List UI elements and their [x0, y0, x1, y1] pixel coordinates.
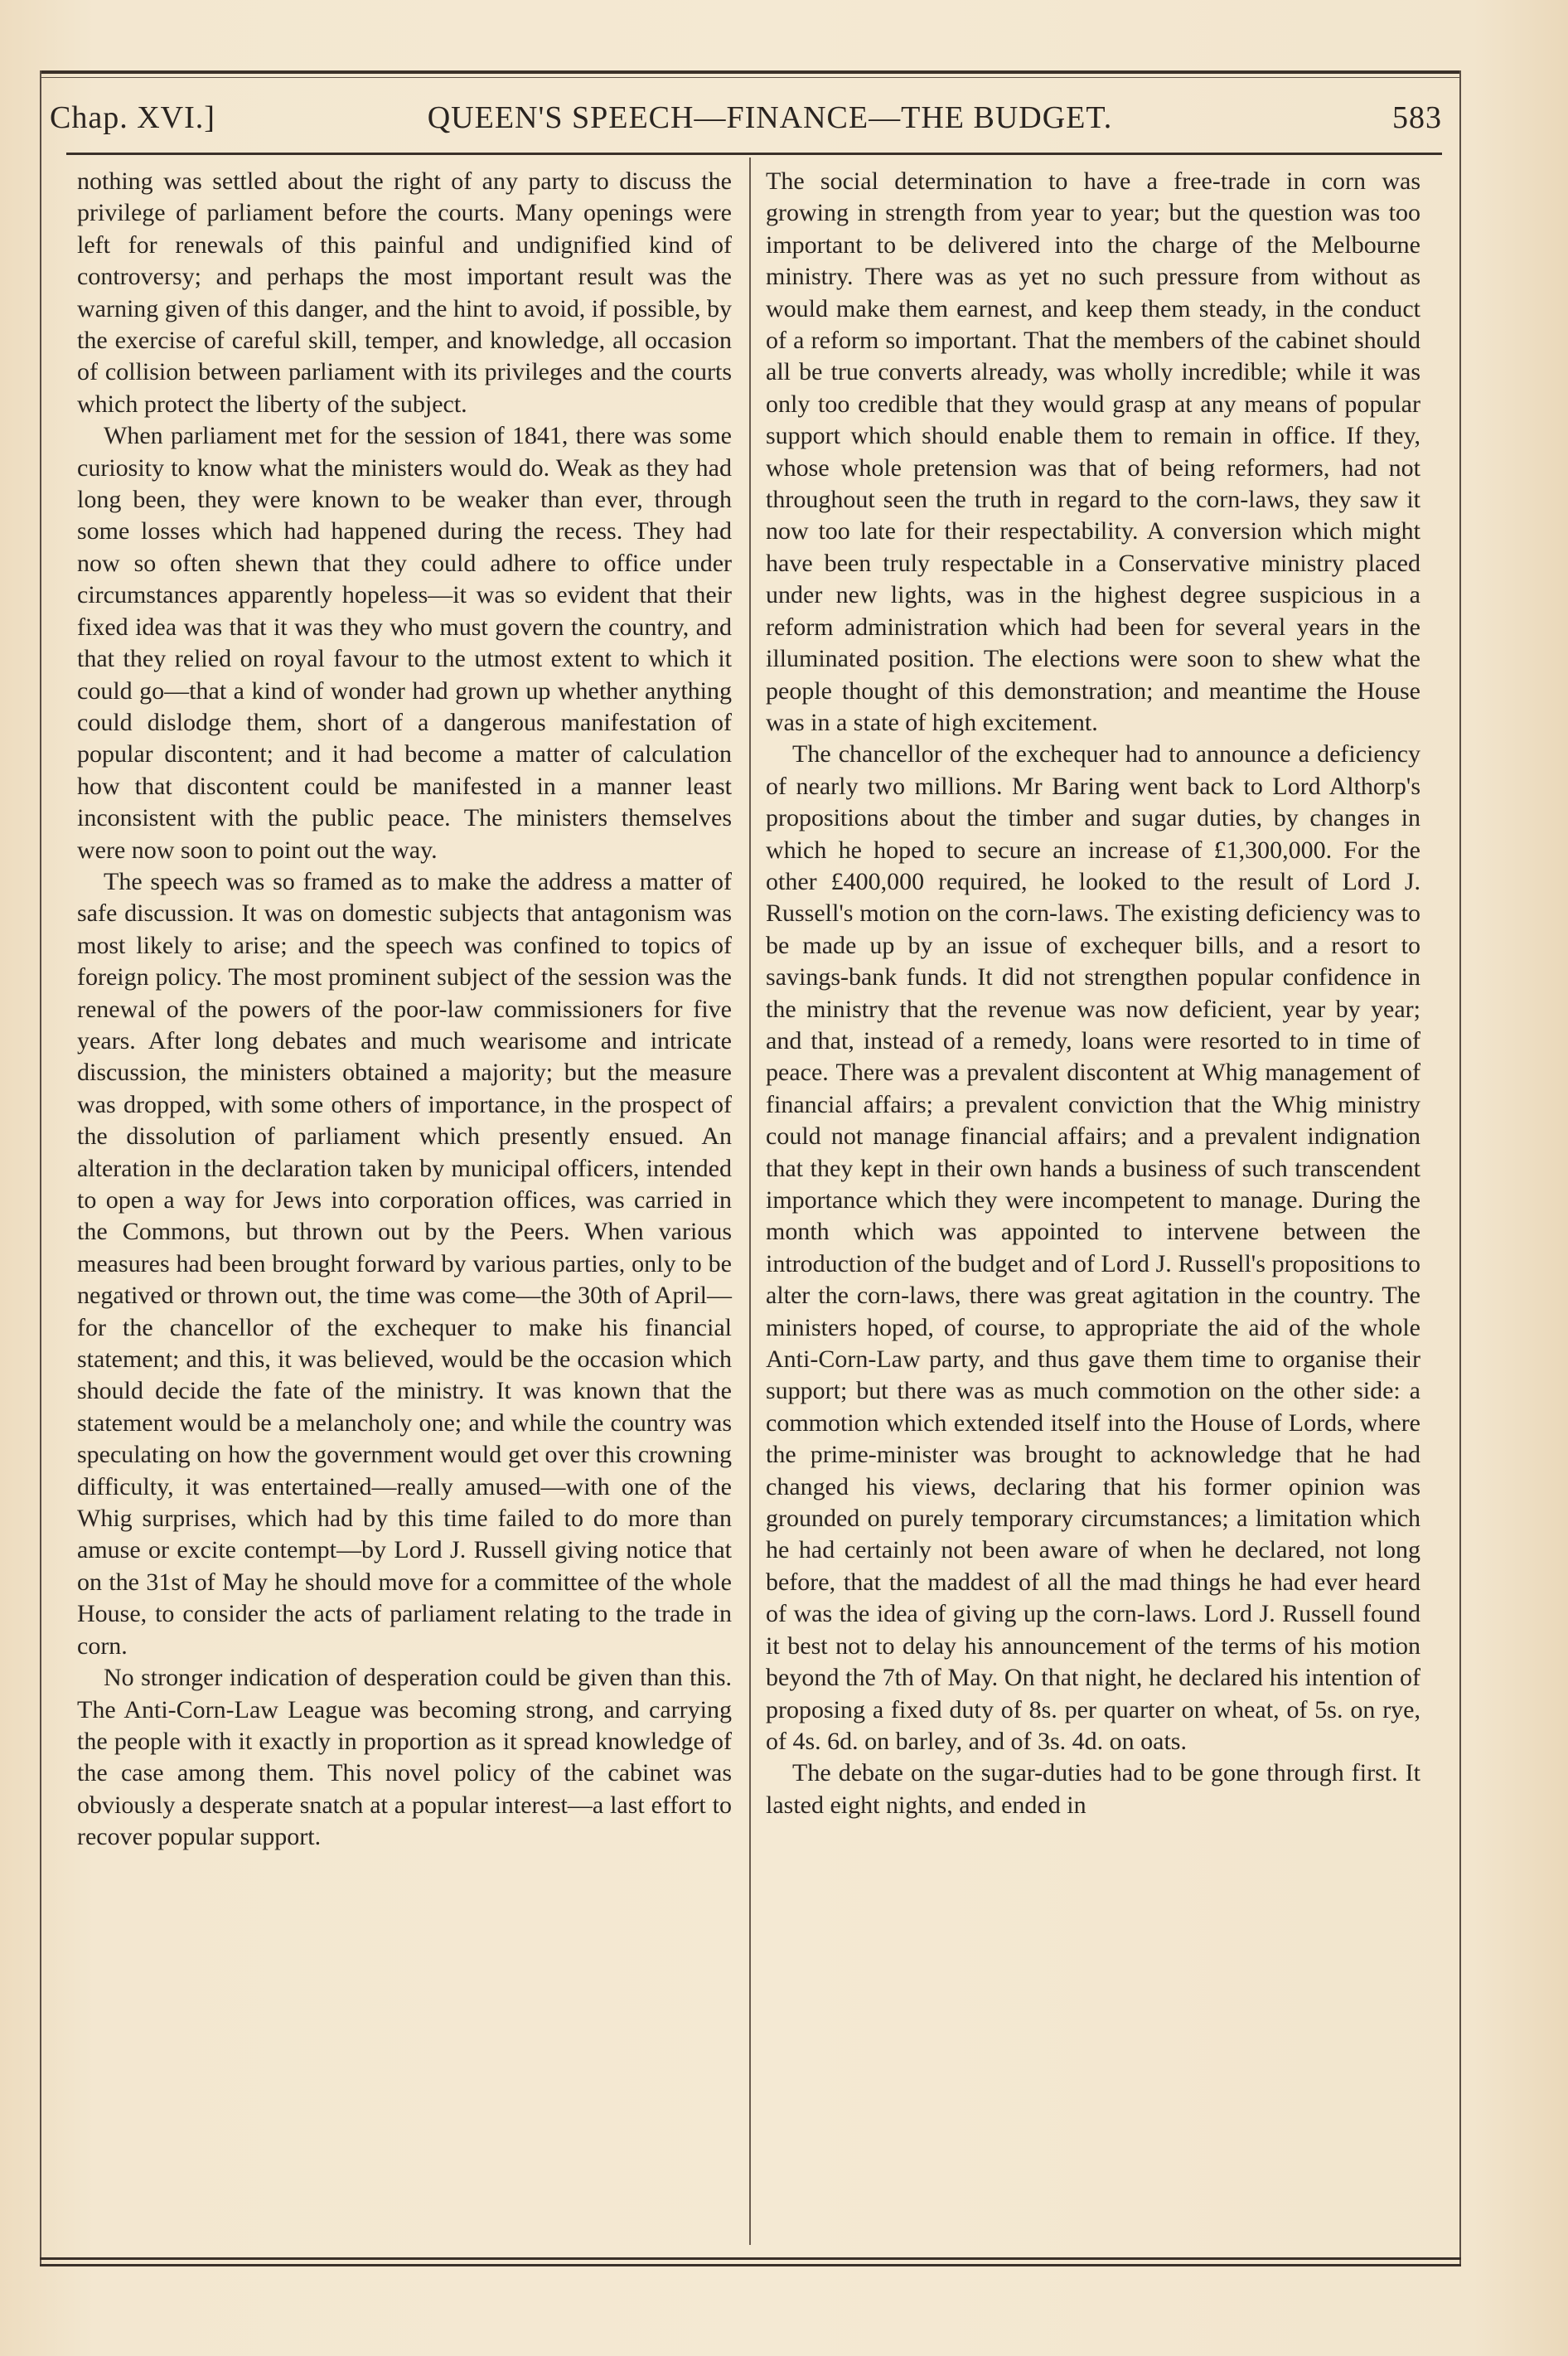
chapter-label: Chap. XVI.] — [50, 100, 215, 135]
paragraph: The social determination to have a free-trade in corn was growing in strength from year to year; but the question was too important to be delivered into the charge of the Melbourne ministry. There was as yet no such pressure from without as would make them earnest, and keep them steady, in the conduct of a reform so important. That the members of the cabinet should all be true converts already, was wholly incredible; while it was only too credible that they would grasp at any means of popular support which should enable them to remain in office. If they, whose whole pretension was that of being reformers, had not throughout seen the truth in regard to the corn-laws, they saw it now too late for their respectability. A conversion which might have been truly respectable in a Conservative ministry placed under new lights, was in the highest degree suspicious in a reform administration which had been for several years in the illuminated position. The elections were soon to shew what the people thought of this demonstration; and meantime the House was in a state of high excitement. — [766, 167, 1420, 736]
paragraph: No stronger indication of desperation could be given than this. The Anti-Corn-Law League was becoming strong, and carrying the people with it exactly in proportion as it spread knowledge of the case among them. This novel policy of the cabinet was obviously a desperate snatch at a popular interest—a last effort to recover popular support. — [77, 1664, 732, 1851]
right-frame-line — [1459, 70, 1461, 2266]
paragraph: The debate on the sugar-duties had to be gone through first. It lasted eight nights, and ended in — [766, 1759, 1420, 1819]
paragraph: When parliament met for the session of 1841, there was some curiosity to know what the ministers would do. Weak as they had long been, they were known to be weaker than ever, through some losses which had happened during the recess. They had now so often shewn that they could adhere to office under circumstances apparently hopeless—it was so evident that their fixed idea was that it was they who must govern the country, and that they relied on royal favour to the utmost extent to which it could go—that a kind of wonder had grown up whether anything could dislodge them, short of a dangerous manifestation of popular discontent; and it had become a matter of calculation how that discontent could be manifested in a manner least inconsistent with the public peace. The ministers themselves were now soon to point out the way. — [77, 422, 732, 864]
paragraph: The chancellor of the exchequer had to announce a deficiency of nearly two millions. Mr Baring went back to Lord Althorp's propositions about the timber and sugar duties, by changes in which he hoped to secure an increase of £1,300,000. For the other £400,000 required, he looked to the result of Lord J. Russell's motion on the corn-laws. The existing deficiency was to be made up by an issue of exchequer bills, and a resort to savings-bank funds. It did not strengthen popular confidence in the ministry that the revenue was now deficient, year by year; and that, instead of a remedy, loans were resorted to in time of peace. There was a prevalent discontent at Whig management of financial affairs; a prevalent conviction that the Whig ministry could not manage financial affairs; and a prevalent indignation that they kept in their own hands a business of such transcendent importance which they were incompetent to manage. During the month which was appointed to intervene between the introduction of the budget and of Lord J. Russell's propositions to alter the corn-laws, there was great agitation in the country. The ministers hoped, of course, to appropriate the aid of the whole Anti-Corn-Law party, and thus gave them time to organise their support; but there was as much commotion on the other side: a commotion which extended itself into the House of Lords, where the prime-minister was brought to acknowledge that he had changed his views, declaring that his former opinion was grounded on purely temporary circumstances; a limitation which he had certainly not been aware of when he declared, not long before, that the maddest of all the mad things he had ever heard of was the idea of giving up the corn-laws. Lord J. Russell found it best not to delay his announcement of the terms of his motion beyond the 7th of May. On that night, he declared his intention of proposing a fixed duty of 8s. per quarter on wheat, of 5s. on rye, of 4s. 6d. on barley, and of 3s. 4d. on oats. — [766, 740, 1420, 1755]
paragraph: The speech was so framed as to make the address a matter of safe discussion. It was on domestic subjects that antagonism was most likely to arise; and the speech was confined to topics of foreign policy. The most prominent subject of the session was the renewal of the powers of the poor-law commissioners for five years. After long debates and much wearisome and intricate discussion, the ministers obtained a majority; but the measure was dropped, with some others of importance, in the prospect of the dissolution of parliament which presently ensued. An alteration in the declaration taken by municipal officers, intended to open a way for Jews into corporation offices, was carried in the Commons, but thrown out by the Peers. When various measures had been brought forward by various parties, only to be negatived or thrown out, the time was come—the 30th of April—for the chancellor of the exchequer to make his financial statement; and this, it was believed, would be the occasion which should decide the fate of the ministry. It was known that the statement would be a melancholy one; and while the country was speculating on how the government would get over this crowning difficulty, it was entertained—really amused—with one of the Whig surprises, which had by this time failed to do more than amuse or excite contempt—by Lord J. Russell giving notice that on the 31st of May he should move for a committee of the whole House, to consider the acts of parliament relating to the trade in corn. — [77, 867, 732, 1660]
column-divider — [749, 158, 751, 2245]
header-rule — [66, 153, 1442, 155]
running-title: QUEEN'S SPEECH—FINANCE—THE BUDGET. — [427, 100, 1113, 135]
left-column — [77, 166, 732, 1854]
page-number: 583 — [1392, 100, 1442, 135]
paragraph: nothing was settled about the right of any party to discuss the privilege of parliament before the courts. Many openings were left for renewals of this painful and undignified kind of controversy; and perhaps the most important result was the warning given of this danger, and the hint to avoid, if possible, by the exercise of careful skill, temper, and knowledge, all occasion of collision between parliament with its privileges and the courts which protect the liberty of the subject. — [77, 167, 732, 418]
top-rule — [40, 70, 1461, 74]
running-header — [50, 99, 1452, 149]
top-inner-rule — [40, 77, 1461, 78]
right-column — [766, 166, 1420, 1821]
left-frame-line — [40, 70, 41, 2266]
bottom-rule-double — [40, 2264, 1461, 2266]
bottom-rule — [40, 2257, 1461, 2260]
